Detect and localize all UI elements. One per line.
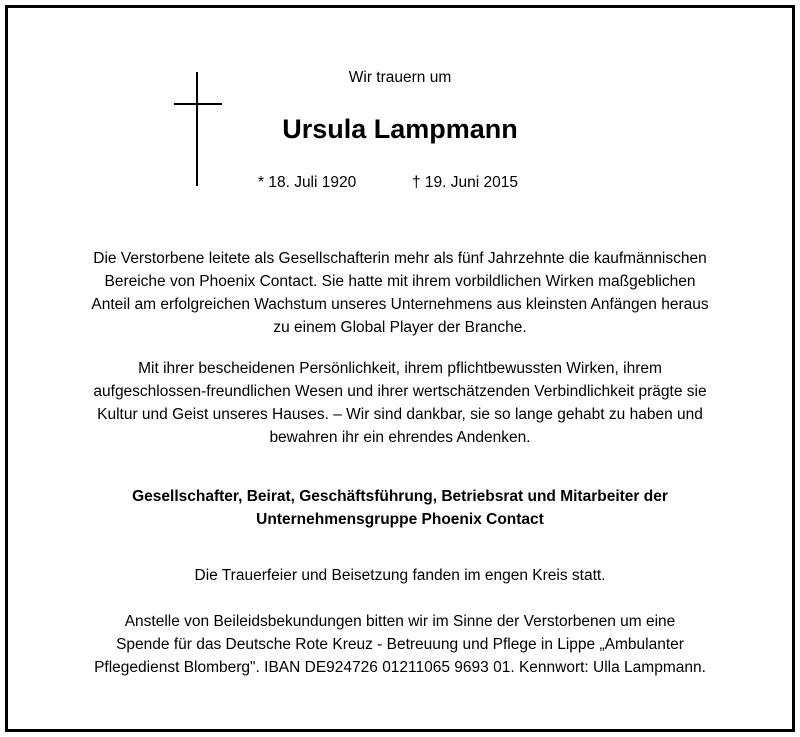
tribute-paragraph-1 (0, 247, 800, 339)
text-line: bewahren ihr ein ehrendes Andenken. (269, 429, 531, 446)
intro-text: Wir trauern um (348, 69, 452, 86)
deceased-name: Ursula Lampmann (282, 114, 518, 144)
death-date: † 19. Juni 2015 (412, 174, 519, 191)
birth-date: * 18. Juli 1920 (258, 174, 357, 191)
text-line: Die Verstorbene leitete als Gesellschafterin mehr als fünf Jahrzehnte die kaufmännischen (93, 250, 707, 267)
text-line: Kultur und Geist unseres Hauses. – Wir sind dankbar, sie so lange gehabt zu haben und (97, 406, 703, 423)
text-line: Unternehmensgruppe Phoenix Contact (256, 511, 544, 528)
ceremony-note (0, 564, 800, 587)
text-line: Pflegedienst Blomberg". IBAN DE924726 01211065 9693 01. Kennwort: Ulla Lampmann. (94, 659, 706, 676)
text-line: zu einem Global Player der Branche. (273, 319, 527, 336)
text-line: Spende für das Deutsche Rote Kreuz - Betreuung und Pflege in Lippe „Ambulanter (116, 636, 684, 653)
signatories (0, 485, 800, 531)
text-line: Mit ihrer bescheidenen Persönlichkeit, ihrem pflichtbewussten Wirken, ihrem (138, 360, 662, 377)
text-line: Anteil am erfolgreichen Wachstum unseres Unternehmens aus kleinsten Anfängen heraus (91, 296, 709, 313)
text-line: Gesellschafter, Beirat, Geschäftsführung, Betriebsrat und Mitarbeiter der (132, 488, 668, 505)
cross-icon-bar (174, 103, 222, 105)
text-line: aufgeschlossen-freundlichen Wesen und ihrer wertschätzenden Verbindlichkeit prägte sie (93, 383, 707, 400)
text-line: Bereiche von Phoenix Contact. Sie hatte mit ihrem vorbildlichen Wirken maßgeblichen (104, 273, 696, 290)
tribute-paragraph-2 (0, 357, 800, 449)
text-line: Die Trauerfeier und Beisetzung fanden im engen Kreis statt. (194, 567, 606, 584)
donation-request (0, 610, 800, 679)
text-line: Anstelle von Beileidsbekundungen bitten wir im Sinne der Verstorbenen um eine (124, 613, 676, 630)
